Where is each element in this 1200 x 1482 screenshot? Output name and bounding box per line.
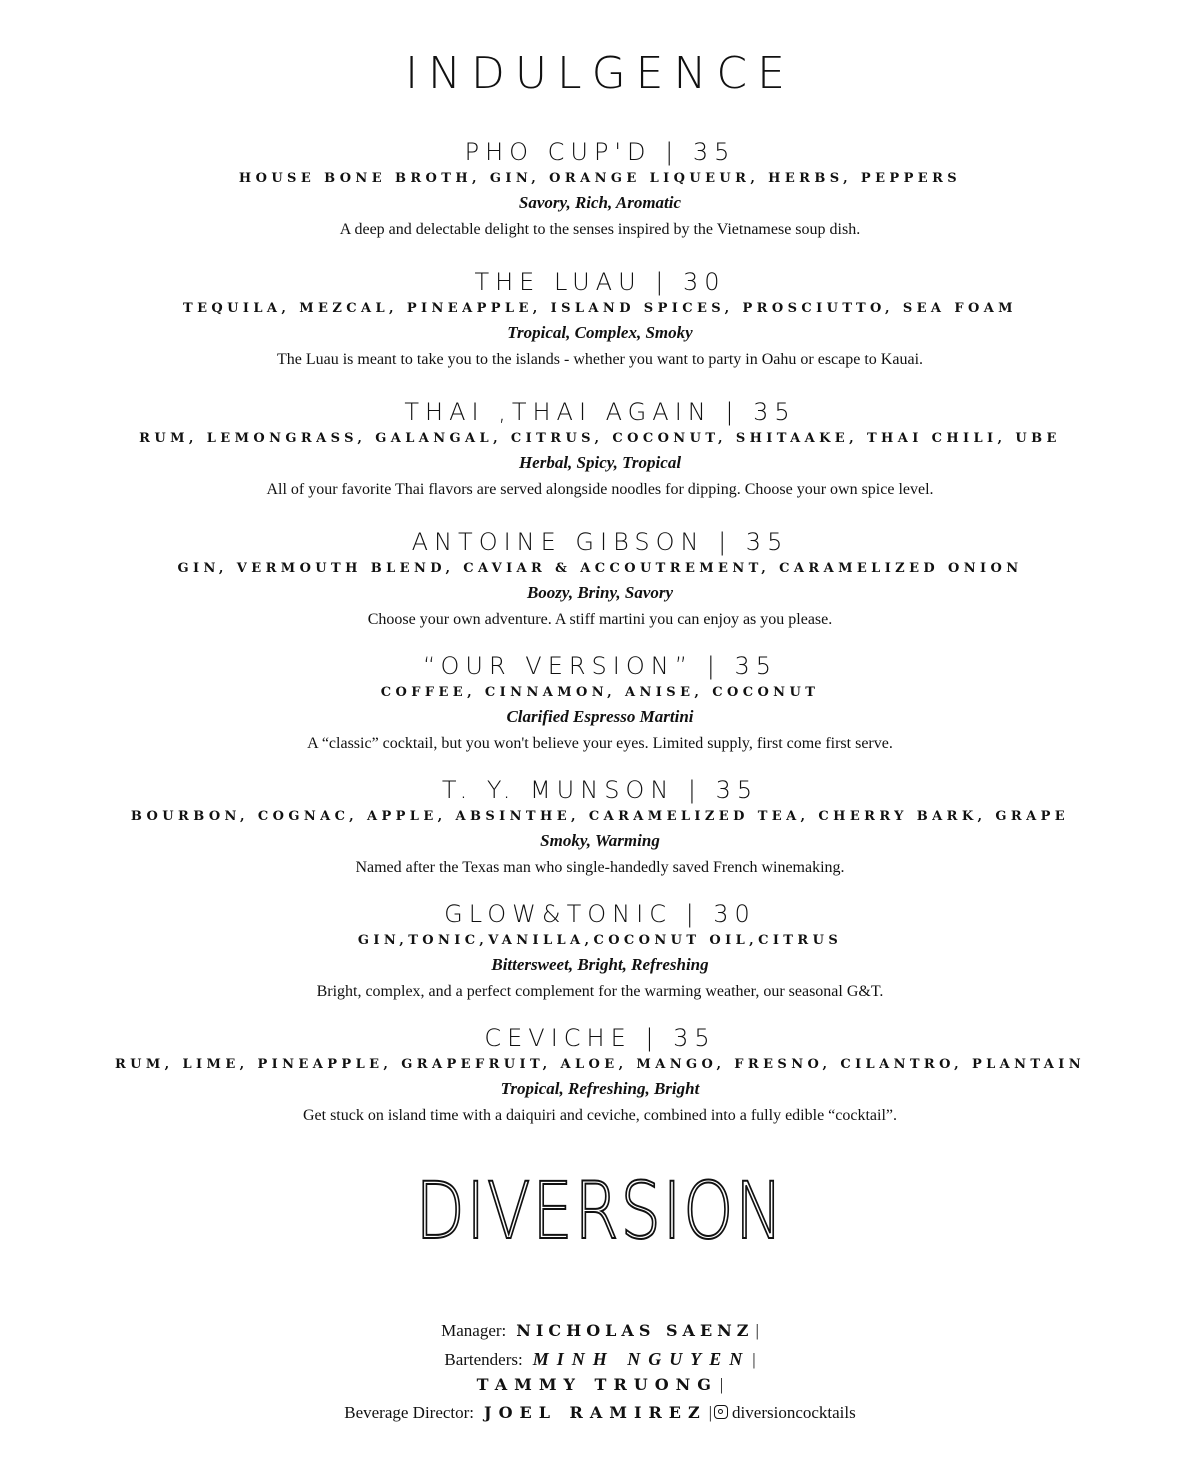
item-name: CEVICHE | 35 (484, 1024, 716, 1052)
separator: | (755, 1321, 759, 1340)
manager-line (0, 1316, 1200, 1346)
item-name: GLOW&TONIC | 30 (444, 900, 756, 928)
bartenders-line (0, 1346, 1200, 1372)
item-ingredients: GIN,TONIC,VANILLA,COCONUT OIL,CITRUS (357, 933, 843, 948)
item-description: A “classic” cocktail, but you won't believe your eyes. Limited supply, first come first serve. (307, 735, 893, 752)
menu-item (0, 396, 1200, 526)
brand-wordmark: DIVERSION (415, 1167, 785, 1257)
director-name: JOEL RAMIREZ (484, 1403, 707, 1422)
item-description: Bright, complex, and a perfect complement for the warming weather, our seasonal G&T. (316, 983, 884, 1000)
separator: | (752, 1350, 756, 1369)
item-name: PHO CUP'D | 35 (464, 138, 736, 166)
item-flavor: Smoky, Warming (540, 831, 660, 850)
item-name: THAI ,THAI AGAIN | 35 (404, 398, 796, 426)
item-name: “OUR VERSION” | 35 (422, 652, 778, 680)
menu-item (0, 526, 1200, 650)
item-flavor: Bittersweet, Bright, Refreshing (491, 955, 709, 974)
bartender-name: TAMMY TRUONG (476, 1375, 718, 1394)
item-flavor: Tropical, Complex, Smoky (507, 323, 693, 342)
item-description: Get stuck on island time with a daiquiri and ceviche, combined into a fully edible “cocktail”. (302, 1107, 898, 1124)
bartender-name: MINH NGUYEN (532, 1349, 751, 1369)
item-description: Choose your own adventure. A stiff martini you can enjoy as you please. (367, 611, 833, 628)
item-flavor: Boozy, Briny, Savory (526, 583, 674, 602)
instagram-icon (714, 1405, 728, 1419)
item-description: A deep and delectable delight to the senses inspired by the Vietnamese soup dish. (339, 221, 861, 238)
director-label: Beverage Director: (344, 1403, 475, 1422)
bartenders-line-2 (0, 1372, 1200, 1398)
menu-item (0, 266, 1200, 396)
menu-item (0, 136, 1200, 266)
item-ingredients: BOURBON, COGNAC, APPLE, ABSINTHE, CARAMELIZED TEA, CHERRY BARK, GRAPE (130, 809, 1070, 824)
cocktail-list (0, 136, 1200, 1146)
manager-label: Manager: (441, 1321, 507, 1340)
item-ingredients: HOUSE BONE BROTH, GIN, ORANGE LIQUEUR, HERBS, PEPPERS (238, 171, 962, 186)
item-flavor: Clarified Espresso Martini (506, 707, 694, 726)
section-title: INDULGENCE (405, 48, 795, 99)
item-name: ANTOINE GIBSON | 35 (411, 528, 789, 556)
bartenders-label: Bartenders: (444, 1350, 523, 1369)
item-flavor: Savory, Rich, Aromatic (518, 193, 682, 212)
instagram-handle: diversioncocktails (732, 1403, 856, 1422)
item-flavor: Tropical, Refreshing, Bright (500, 1079, 700, 1098)
item-ingredients: GIN, VERMOUTH BLEND, CAVIAR & ACCOUTREMENT, CARAMELIZED ONION (177, 561, 1023, 576)
item-ingredients: RUM, LIME, PINEAPPLE, GRAPEFRUIT, ALOE, MANGO, FRESNO, CILANTRO, PLANTAIN (114, 1057, 1086, 1072)
item-description: The Luau is meant to take you to the islands - whether you want to party in Oahu or escape to Kauai. (276, 351, 924, 368)
item-name: THE LUAU | 30 (474, 268, 726, 296)
menu-item (0, 650, 1200, 774)
menu-item (0, 774, 1200, 898)
menu-item (0, 1022, 1200, 1146)
item-ingredients: COFFEE, CINNAMON, ANISE, COCONUT (380, 685, 820, 700)
item-description: All of your favorite Thai flavors are served alongside noodles for dipping. Choose your own spice level. (266, 481, 934, 498)
item-flavor: Herbal, Spicy, Tropical (518, 453, 682, 472)
manager-name: NICHOLAS SAENZ (516, 1321, 754, 1340)
item-description: Named after the Texas man who single-handedly saved French winemaking. (355, 859, 845, 876)
item-ingredients: TEQUILA, MEZCAL, PINEAPPLE, ISLAND SPICES, PROSCIUTTO, SEA FOAM (183, 301, 1017, 316)
menu-item (0, 898, 1200, 1022)
item-ingredients: RUM, LEMONGRASS, GALANGAL, CITRUS, COCONUT, SHITAAKE, THAI CHILI, UBE (139, 431, 1061, 446)
director-line (0, 1398, 1200, 1428)
separator: | (708, 1403, 713, 1422)
brand-logo (0, 1167, 1200, 1257)
separator: | (719, 1375, 724, 1394)
staff-credits (0, 1316, 1200, 1428)
item-name: T. Y. MUNSON | 35 (441, 776, 759, 804)
